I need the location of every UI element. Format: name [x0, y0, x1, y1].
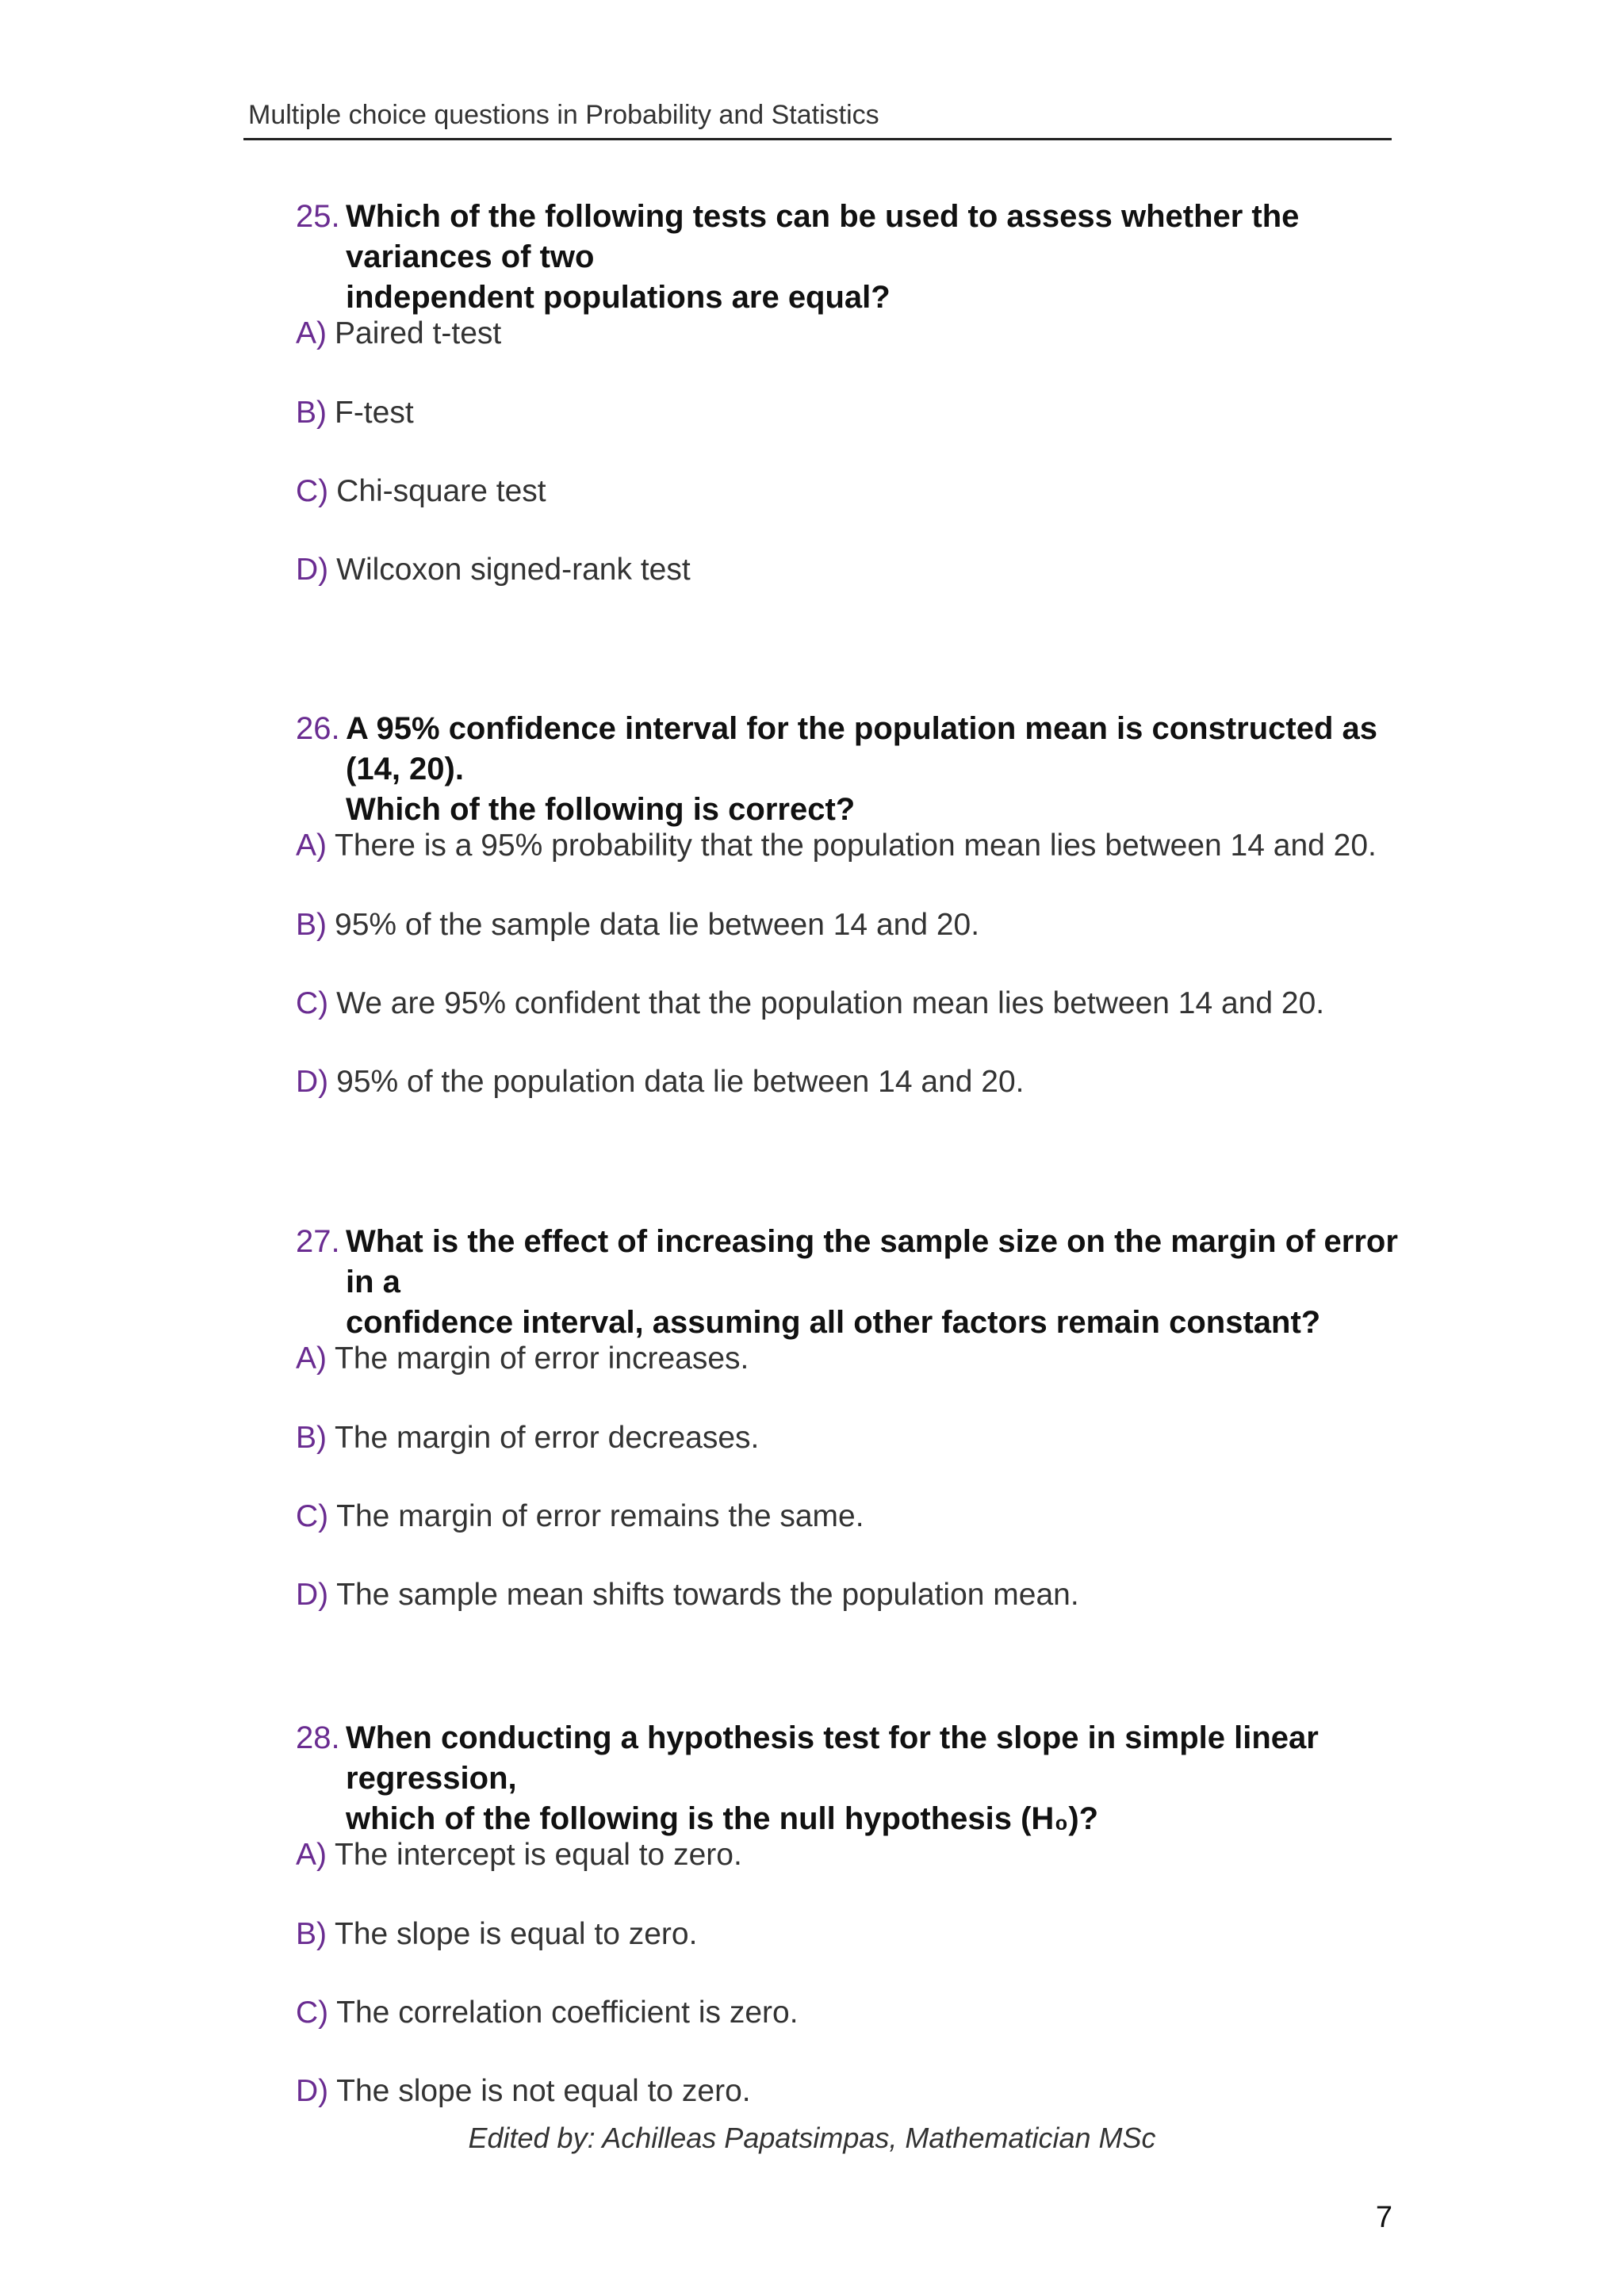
question-stem — [296, 709, 1398, 830]
question-stem — [296, 197, 1398, 318]
option-c — [296, 472, 546, 511]
option-text: The slope is not equal to zero. — [336, 2074, 751, 2108]
question-text-line-2: independent populations are equal? — [346, 280, 891, 315]
option-text: There is a 95% probability that the population mean lies between 14 and 20. — [335, 828, 1377, 863]
question-text-line-1: What is the effect of increasing the sample size on the margin of error in a — [346, 1224, 1398, 1299]
option-b — [296, 905, 979, 945]
question-text-line-1: When conducting a hypothesis test for the slope in simple linear regression, — [346, 1720, 1319, 1796]
option-text: The intercept is equal to zero. — [335, 1838, 742, 1872]
option-d — [296, 2072, 751, 2111]
question-text-line-2: Which of the following is correct? — [346, 792, 856, 827]
option-text: Chi-square test — [336, 474, 546, 508]
header-title: Multiple choice questions in Probability and Statistics — [248, 100, 879, 130]
option-letter: A) — [296, 1341, 327, 1376]
option-letter: D) — [296, 1578, 329, 1612]
option-c — [296, 1497, 864, 1536]
option-letter: C) — [296, 1996, 329, 2030]
question-28 — [296, 1718, 1398, 2108]
page-number: 7 — [1375, 2201, 1392, 2234]
option-text: Wilcoxon signed-rank test — [336, 553, 691, 587]
option-a — [296, 1339, 749, 1379]
option-letter: D) — [296, 2074, 329, 2108]
option-b — [296, 393, 414, 433]
question-25 — [296, 197, 1398, 587]
option-letter: C) — [296, 986, 329, 1020]
question-26 — [296, 709, 1398, 1099]
option-text: The sample mean shifts towards the population mean. — [336, 1578, 1079, 1612]
question-number: 26. — [296, 711, 340, 746]
question-number: 28. — [296, 1720, 340, 1755]
option-letter: D) — [296, 553, 329, 587]
question-number: 25. — [296, 199, 340, 234]
option-c — [296, 984, 1324, 1024]
option-letter: A) — [296, 316, 327, 350]
option-b — [296, 1418, 759, 1458]
option-letter: C) — [296, 1499, 329, 1533]
option-a — [296, 1835, 742, 1875]
option-c — [296, 1993, 799, 2033]
option-text: The margin of error decreases. — [335, 1421, 760, 1455]
option-letter: A) — [296, 1838, 327, 1872]
option-text: 95% of the sample data lie between 14 and 20. — [335, 908, 980, 942]
option-text: The correlation coefficient is zero. — [336, 1996, 799, 2030]
option-a — [296, 826, 1377, 866]
page-header — [243, 94, 1392, 140]
option-text: F-test — [335, 396, 414, 430]
question-text-line-1: Which of the following tests can be used to assess whether the variances of two — [346, 199, 1300, 274]
question-text-line-1: A 95% confidence interval for the population mean is constructed as (14, 20). — [346, 711, 1378, 786]
option-text: Paired t-test — [335, 316, 502, 350]
question-number: 27. — [296, 1224, 340, 1259]
option-b — [296, 1915, 697, 1954]
option-letter: B) — [296, 908, 327, 942]
option-d — [296, 1575, 1079, 1615]
option-d — [296, 550, 691, 590]
option-d — [296, 1062, 1025, 1102]
option-text: The slope is equal to zero. — [335, 1917, 698, 1951]
option-a — [296, 314, 501, 354]
question-27 — [296, 1222, 1398, 1612]
question-stem — [296, 1718, 1398, 1839]
option-letter: A) — [296, 828, 327, 863]
question-text-line-2: which of the following is the null hypothesis (H₀)? — [346, 1801, 1099, 1836]
footer-credit: Edited by: Achilleas Papatsimpas, Mathematician MSc — [468, 2122, 1156, 2154]
option-letter: B) — [296, 1421, 327, 1455]
option-letter: C) — [296, 474, 329, 508]
option-text: The margin of error increases. — [335, 1341, 749, 1376]
option-text: 95% of the population data lie between 14 and 20. — [336, 1065, 1025, 1099]
option-letter: D) — [296, 1065, 329, 1099]
question-text-line-2: confidence interval, assuming all other factors remain constant? — [346, 1305, 1321, 1340]
question-stem — [296, 1222, 1398, 1343]
option-text: The margin of error remains the same. — [336, 1499, 864, 1533]
option-text: We are 95% confident that the population mean lies between 14 and 20. — [336, 986, 1325, 1020]
option-letter: B) — [296, 1917, 327, 1951]
option-letter: B) — [296, 396, 327, 430]
